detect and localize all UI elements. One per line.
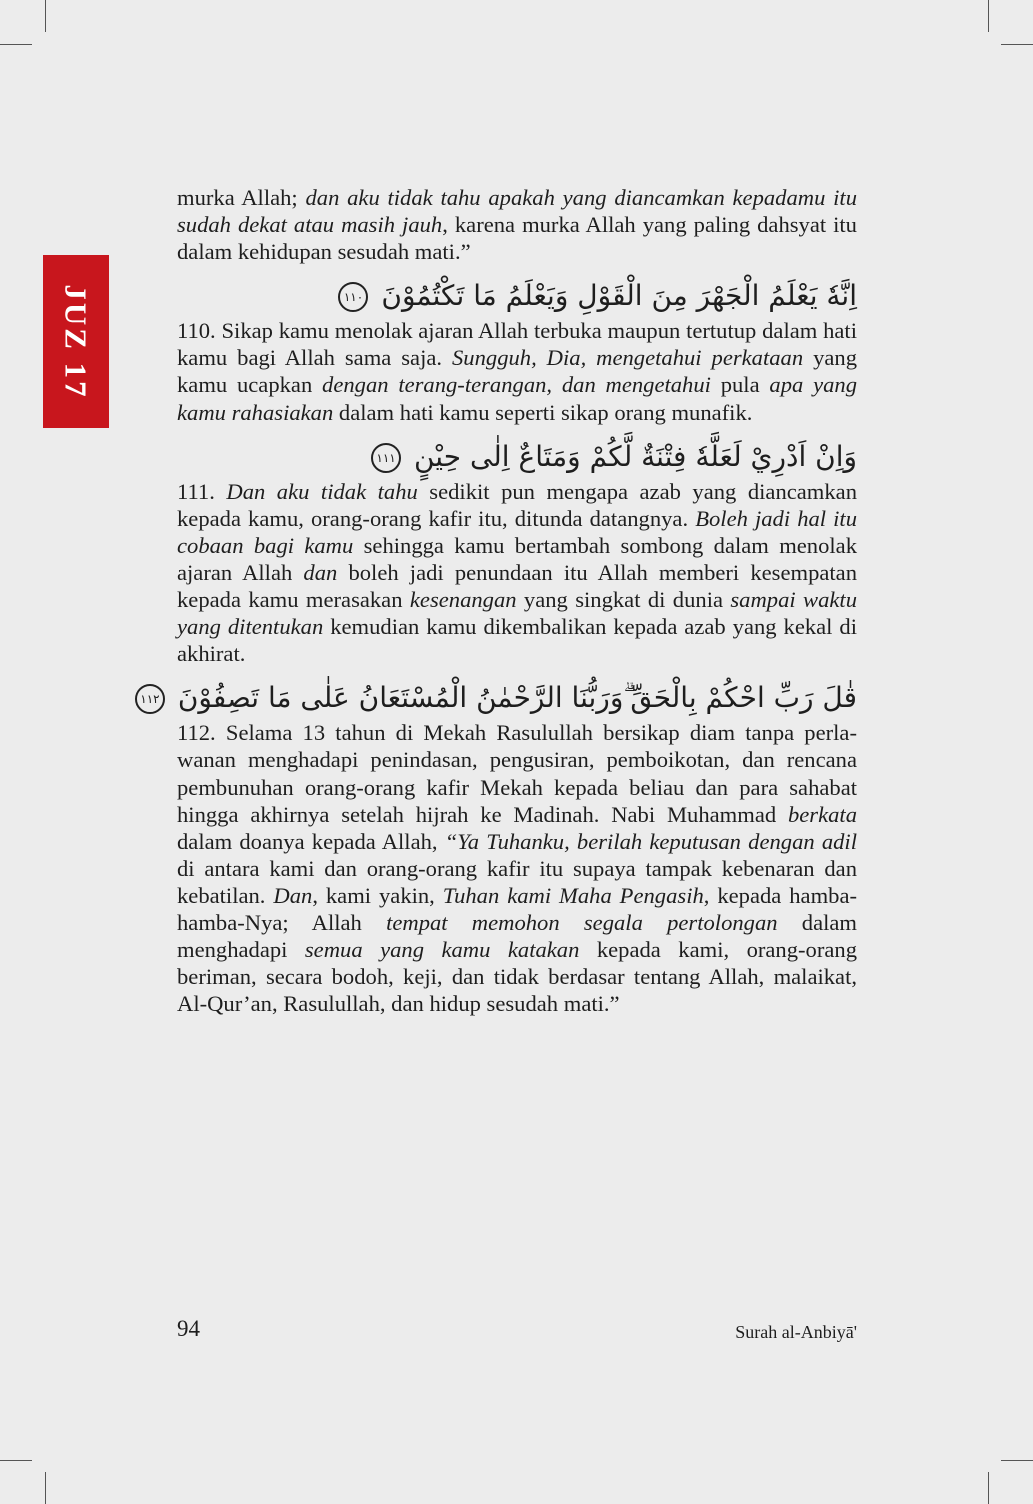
italic-segment: sampai waktu yang ditentukan [177, 587, 857, 640]
text-segment: 112. Selama 13 tahun di Mekah Rasulullah bersikap diam tanpa perla-wanan menghadapi penindasan, pengusiran, pemboikotan, dan rencana pembunuhan orang-orang kafir Mekah kepada beliau dan para sahabat hingga akhirnya setelah hijrah ke Madinah. Nabi Muhammad [177, 720, 857, 827]
italic-segment: “Ya Tuhanku, berilah keputusan dengan adil [444, 828, 857, 854]
text-segment: , kami yakin, [312, 882, 443, 908]
italic-segment: tempat memohon segala pertolongan [386, 909, 778, 935]
text-segment: sedikit pun mengapa azab yang diancamkan kepada kamu, orang-orang kafir itu, ditunda datangnya. [177, 478, 858, 531]
italic-segment: Dan [273, 882, 313, 908]
crop-mark [0, 44, 32, 45]
commentary-paragraph [177, 184, 857, 265]
text-segment: kepada kami, orang-orang beriman, secara bodoh, keji, dan tidak berdasar tentang Allah, malaikat, Al-Qur’an, Rasulullah, dan hidup sesudah mati.” [177, 937, 857, 1017]
commentary-paragraph [177, 317, 857, 425]
arabic-verse-text: وَاِنْ اَدْرِيْ لَعَلَّهٗ فِتْنَةٌ لَّكُمْ وَمَتَاعٌ اِلٰى حِيْنٍ [413, 439, 857, 473]
ayah-number-marker: ١١٠ [338, 282, 368, 312]
text-segment: 111. [177, 478, 227, 504]
italic-segment: Tuhan kami Maha Pengasih [442, 882, 704, 908]
italic-segment: dan [303, 559, 338, 585]
running-title: Surah al-Anbiyā' [735, 1322, 857, 1342]
crop-mark [988, 1472, 989, 1504]
juz-label: JUZ 17 [59, 283, 95, 400]
crop-mark [45, 1472, 46, 1504]
text-segment: dalam hati kamu seperti sikap orang munafik. [333, 399, 753, 425]
italic-segment: kesenangan [409, 587, 517, 613]
text-segment: , kepada hamba-hamba-Nya; Allah [177, 882, 858, 935]
crop-mark [0, 1460, 32, 1461]
text-segment: dalam menghadapi [177, 909, 857, 963]
page-number: 94 [177, 1316, 200, 1341]
crop-mark [1001, 44, 1033, 45]
crop-mark [1001, 1460, 1033, 1461]
text-segment: pula [710, 372, 770, 398]
commentary-paragraph [177, 719, 857, 1017]
commentary-paragraph [177, 478, 857, 668]
italic-segment: berkata [787, 801, 857, 827]
juz-tab [43, 255, 109, 428]
page-body [140, 184, 858, 1017]
text-segment: 110. Sikap kamu menolak ajaran Allah terbuka maupun tertutup dalam hati kamu bagi Allah sama saja. [177, 318, 857, 371]
italic-segment: Sungguh, Dia, mengetahui perkataan [452, 345, 804, 371]
ayah-number-marker: ١١٢ [135, 684, 165, 714]
text-segment: kemudian kamu dikembalikan kepada azab yang kekal di akhirat. [177, 614, 857, 667]
text-segment: sehingga kamu bertambah sombong dalam menolak ajaran Allah [177, 532, 858, 585]
italic-segment: apa yang kamu rahasiakan [177, 372, 857, 425]
arabic-verse [140, 681, 857, 715]
text-segment: , karena murka Allah yang paling dahsyat itu dalam kehidupan sesudah mati.” [177, 212, 857, 265]
arabic-verse-text: قٰلَ رَبِّ احْكُمْ بِالْحَقِّ ۗوَرَبُّنَا الرَّحْمٰنُ الْمُسْتَعَانُ عَلٰى مَا تَصِفُوْنَ [177, 681, 857, 715]
text-segment: murka Allah; [177, 185, 306, 210]
text-segment: yang kamu ucapkan [177, 345, 858, 398]
italic-segment: dan aku tidak tahu apakah yang diancamkan kepadamu itu sudah dekat atau masih jauh [177, 185, 857, 238]
italic-segment: semua yang kamu katakan [304, 937, 580, 963]
crop-mark [988, 0, 989, 32]
text-segment: dalam doanya kepada Allah, [177, 828, 445, 854]
italic-segment: Boleh jadi hal itu cobaan bagi kamu [177, 505, 857, 558]
arabic-verse [177, 440, 857, 474]
text-segment: di antara kami dan orang-orang kafir itu supaya tampak kebenaran dan kebatilan. [177, 855, 857, 908]
arabic-verse [177, 279, 857, 313]
arabic-verse-text: اِنَّهٗ يَعْلَمُ الْجَهْرَ مِنَ الْقَوْلِ وَيَعْلَمُ مَا تَكْتُمُوْنَ [381, 279, 857, 313]
crop-mark [45, 0, 46, 32]
italic-segment: Dan aku tidak tahu [226, 478, 418, 504]
italic-segment: dengan terang-terangan, dan mengetahui [322, 372, 711, 398]
ayah-number-marker: ١١١ [371, 443, 401, 473]
text-segment: boleh jadi penundaan itu Allah memberi kesempatan kepada kamu merasakan [177, 559, 857, 613]
text-segment: yang singkat di dunia [516, 587, 731, 613]
